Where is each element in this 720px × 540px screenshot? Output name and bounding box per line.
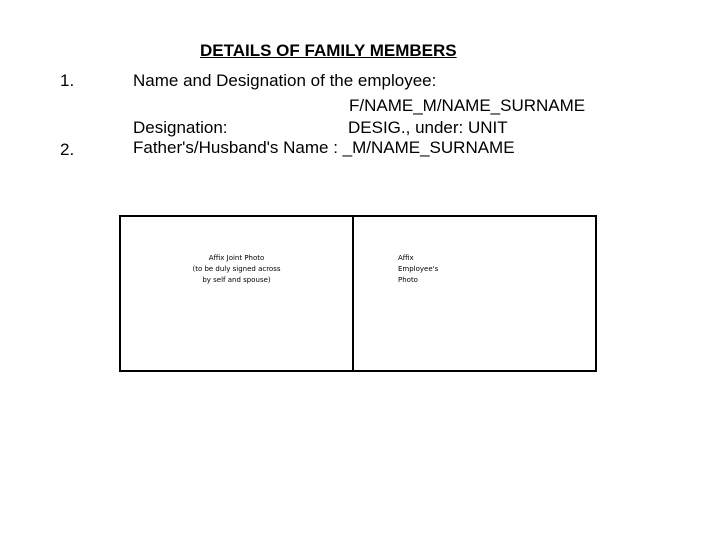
designation-value: DESIG., under: UNIT bbox=[348, 118, 508, 137]
item-number-2: 2. bbox=[60, 140, 75, 159]
employee-photo-cell bbox=[354, 217, 595, 370]
item-number-1: 1. bbox=[60, 71, 75, 90]
page-title: DETAILS OF FAMILY MEMBERS bbox=[200, 41, 457, 60]
joint-photo-line-1: Affix Joint Photo bbox=[208, 254, 265, 262]
joint-photo-line-3: by self and spouse) bbox=[202, 276, 271, 284]
joint-photo-instructions bbox=[121, 253, 352, 286]
employee-photo-line-2: Employee's bbox=[398, 265, 439, 273]
employee-photo-line-1: Affix bbox=[398, 254, 414, 262]
employee-name-value: F/NAME_M/NAME_SURNAME bbox=[349, 96, 586, 115]
item-2-label: Father's/Husband's Name : _M/NAME_SURNAME bbox=[133, 138, 515, 157]
designation-label: Designation: bbox=[133, 118, 228, 137]
joint-photo-cell bbox=[121, 217, 354, 370]
joint-photo-line-2: (to be duly signed across bbox=[192, 265, 281, 273]
employee-photo-instructions bbox=[398, 253, 438, 286]
photo-box bbox=[119, 215, 597, 372]
employee-photo-line-3: Photo bbox=[398, 276, 418, 284]
item-1-label: Name and Designation of the employee: bbox=[133, 71, 437, 90]
